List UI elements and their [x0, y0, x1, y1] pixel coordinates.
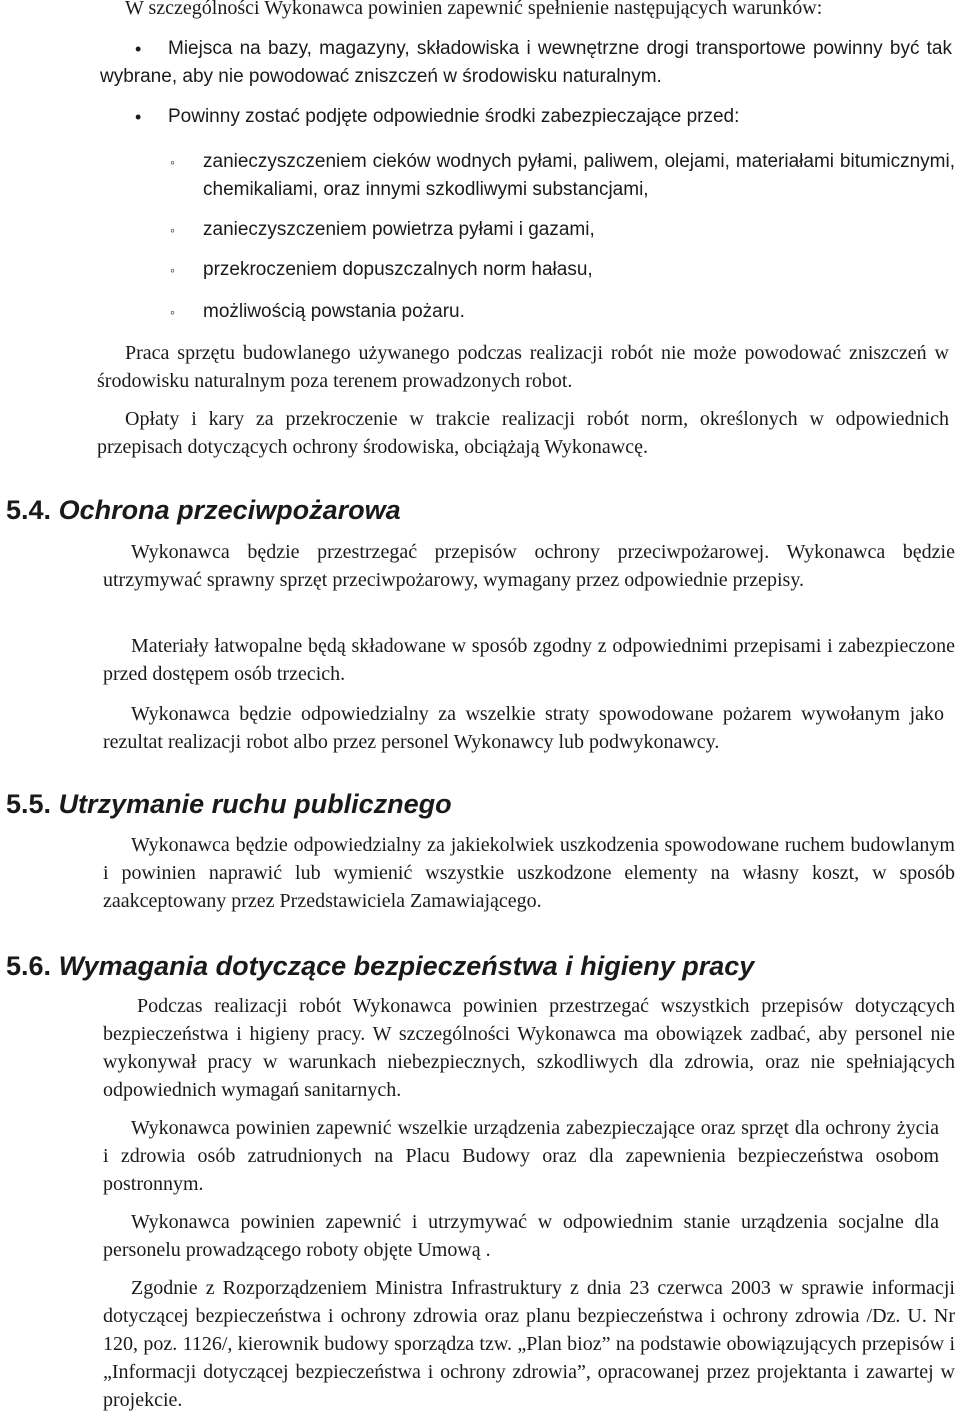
bullet-marker: •: [135, 39, 142, 59]
paragraph-bioz-plan: Zgodnie z Rozporządzeniem Ministra Infrastruktury z dnia 23 czerwca 2003 w sprawie informacji dotyczącej bezpieczeństwa i ochrony zdrowia oraz planu bezpieczeństwa i ochrony zdrowia /Dz. U. Nr 120, poz. 1126/, kierownik budowy sporządza tzw. „Plan bioz” na podstawie obowiązujących przepisów i „Informacji dotyczącej bezpieczeństwa i ochrony zdrowia”, opracowanej przez projektanta i zawartej w projekcie.: [103, 1277, 955, 1411]
section-title: Utrzymanie ruchu publicznego: [58, 789, 452, 819]
section-heading-5-6: [6, 950, 754, 982]
paragraph-fire-rules: Wykonawca będzie przestrzegać przepisów ochrony przeciwpożarowej. Wykonawca będzie utrzymywać sprawny sprzęt przeciwpożarowy, wymagany przez odpowiednie przepisy.: [103, 541, 955, 591]
sub-bullet-air: zanieczyszczeniem powietrza pyłami i gazami,: [203, 219, 595, 240]
paragraph-flammables: Materiały łatwopalne będą składowane w sposób zgodny z odpowiednimi przepisami i zabezpieczone przed dostępem osób trzecich.: [103, 635, 955, 685]
bullet-item-sites: Miejsca na bazy, magazyny, składowiska i wewnętrzne drogi transportowe powinny być tak wybrane, aby nie powodować zniszczeń w środowisku naturalnym.: [100, 38, 952, 87]
bullet-item-measures: Powinny zostać podjęte odpowiednie środki zabezpieczające przed:: [168, 106, 740, 127]
section-title: Ochrona przeciwpożarowa: [58, 495, 401, 525]
paragraph-traffic-damage: Wykonawca będzie odpowiedzialny za jakiekolwiek uszkodzenia spowodowane ruchem budowlanym i powinien naprawić lub wymienić wszystkie uszkodzone elementy na własny koszt, w sposób zaakceptowany przez Przedstawiciela Zamawiającego.: [103, 834, 955, 912]
sub-bullet-marker: ◦: [170, 222, 175, 238]
intro-line: W szczególności Wykonawca powinien zapewnić spełnienie następujących warunków:: [125, 0, 823, 19]
section-number: 5.6.: [6, 951, 52, 981]
sub-bullet-water: zanieczyszczeniem cieków wodnych pyłami, paliwem, olejami, materiałami bitumicznymi, chemikaliami, oraz innymi szkodliwymi substancjami,: [203, 151, 955, 200]
sub-bullet-noise: przekroczeniem dopuszczalnych norm hałasu,: [203, 259, 593, 280]
paragraph-safety-equipment: Wykonawca powinien zapewnić wszelkie urządzenia zabezpieczające oraz sprzęt dla ochrony życia i zdrowia osób zatrudnionych na Placu Budowy oraz dla zapewnienia bezpieczeństwa osobom postronnym.: [103, 1117, 939, 1195]
paragraph-equipment: Praca sprzętu budowlanego używanego podczas realizacji robót nie może powodować zniszczeń w środowisku naturalnym poza terenem prowadzonych robot.: [97, 342, 949, 392]
sub-bullet-marker: ◦: [170, 262, 175, 278]
section-number: 5.4.: [6, 495, 52, 525]
sub-bullet-marker: ◦: [170, 304, 175, 320]
bullet-marker: •: [135, 107, 142, 127]
paragraph-fees: Opłaty i kary za przekroczenie w trakcie realizacji robót norm, określonych w odpowiednich przepisach dotyczących ochrony środowiska, obciążają Wykonawcę.: [97, 408, 949, 458]
paragraph-safety-rules: Podczas realizacji robót Wykonawca powinien przestrzegać wszystkich przepisów dotyczących bezpieczeństwa i higieny pracy. W szczególności Wykonawca ma obowiązek zadbać, aby personel nie wykonywał pracy w warunkach niebezpiecznych, szkodliwych dla zdrowia, oraz nie spełniających odpowiednich wymagań sanitarnych.: [103, 995, 955, 1101]
section-title: Wymagania dotyczące bezpieczeństwa i higieny pracy: [58, 951, 755, 981]
sub-bullet-marker: ◦: [170, 154, 175, 170]
section-heading-5-5: [6, 788, 452, 820]
section-heading-5-4: [6, 494, 401, 526]
paragraph-fire-losses: Wykonawca będzie odpowiedzialny za wszelkie straty spowodowane pożarem wywołanym jako rezultat realizacji robot albo przez personel Wykonawcy lub podwykonawcy.: [103, 703, 944, 753]
paragraph-social-facilities: Wykonawca powinien zapewnić i utrzymywać w odpowiednim stanie urządzenia socjalne dla personelu prowadzącego roboty objęte Umową .: [103, 1211, 939, 1261]
section-number: 5.5.: [6, 789, 52, 819]
sub-bullet-fire: możliwością powstania pożaru.: [203, 301, 465, 322]
